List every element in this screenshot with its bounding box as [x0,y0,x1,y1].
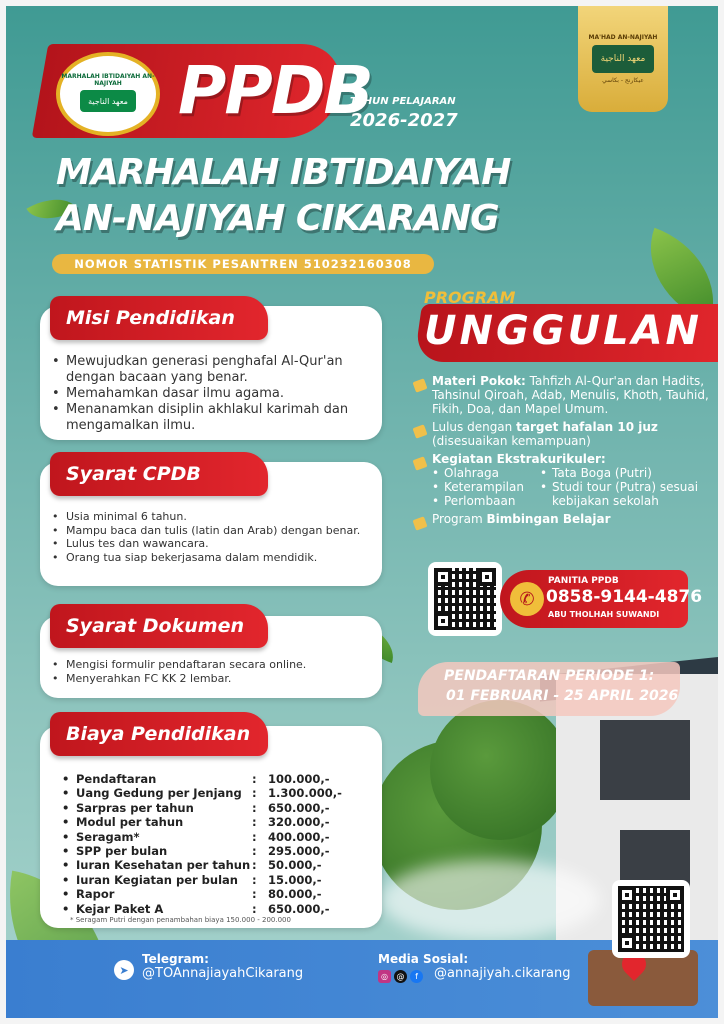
fee-value: 50.000,- [268,858,322,873]
fee-label: • Iuran Kegiatan per bulan [62,873,252,887]
periode-label: PENDAFTARAN PERIODE 1: [444,668,655,684]
location-qr-code[interactable] [612,880,690,958]
fee-colon: : [252,800,257,815]
fee-label: • Pendaftaran [62,772,252,786]
book-icon [412,378,427,392]
mist-decoration [380,860,600,940]
badge-top-text: MA'HAD AN-NAJIYAH [588,34,658,41]
bimbingan-bold: Bimbingan Belajar [486,512,611,526]
fee-value: 295.000,- [268,844,330,859]
list-item: • Memahamkan dasar ilmu agama. [52,386,374,402]
fee-colon: : [252,844,257,859]
registration-qr-code[interactable] [428,562,502,636]
school-logo [56,52,160,136]
nomor-statistik: NOMOR STATISTIK PESANTREN 510232160308 [52,254,434,274]
qr-eye [434,568,452,586]
fee-row [62,786,342,800]
list-item: • Olahraga [432,466,540,480]
list-item: • Perlombaan [432,494,540,508]
fee-note: * Seragam Putri dengan penambahan biaya 150.000 - 200.000 [70,916,291,924]
fee-value: 80.000,- [268,887,322,902]
tahun-pelajaran-label: TAHUN PELAJARAN [350,96,456,107]
fee-colon: : [252,887,257,902]
list-item: • Orang tua siap bekerjasama dalam mendidik. [52,551,382,565]
fee-colon: : [252,815,257,830]
fee-value: 15.000,- [268,872,322,887]
media-sosial-label: Media Sosial: [378,952,469,966]
list-item: • Lulus tes dan wawancara. [52,537,382,551]
phone-icon: ✆ [510,582,544,616]
periode-dates: 01 FEBRUARI - 25 APRIL 2026 [446,688,679,704]
qr-eye [434,612,452,630]
qr-eye [618,934,636,952]
fee-label: • Iuran Kesehatan per tahun [62,858,252,872]
telegram-label: Telegram: [142,952,209,966]
tree-image [430,700,570,840]
biaya-card [40,726,382,928]
fee-value: 650.000,- [268,800,330,815]
fee-value: 1.300.000,- [268,786,342,801]
program-item-ekskul [412,452,712,508]
bimbingan-pre: Program [432,512,483,526]
fee-row [62,902,342,916]
list-item: • Studi tour (Putra) sesuai kebijakan sekolah [540,480,710,508]
ekskul-label: Kegiatan Ekstrakurikuler: [432,452,606,466]
building-window [600,720,690,800]
materi-text: Tahfizh Al-Qur'an dan Hadits, Tahsinul Qiroah, Adab, Menulis, Khoth, Tauhid, Fikih, Doa, dan Mapel Umum. [432,374,709,416]
program-item-lulus [412,420,712,448]
fee-value: 320.000,- [268,815,330,830]
fee-label: • SPP per bulan [62,844,252,858]
dokumen-list [52,658,382,686]
program-label: PROGRAM [424,288,516,307]
threads-icon[interactable]: @ [394,970,407,983]
facebook-icon[interactable]: f [410,970,423,983]
fee-value: 400.000,- [268,829,330,844]
qr-eye [478,568,496,586]
fee-row [62,801,342,815]
materi-label: Materi Pokok: [432,374,526,388]
lulus-pre: Lulus dengan [432,420,513,434]
list-item: • Usia minimal 6 tahun. [52,510,382,524]
school-title-line1: MARHALAH IBTIDAIYAH [56,152,511,193]
fee-label: • Sarpras per tahun [62,801,252,815]
qr-pattern [434,568,496,630]
badge-bottom-text: عيكارنج - بكاسي [602,77,644,84]
instagram-icon[interactable]: ◎ [378,970,391,983]
fee-row [62,858,342,872]
fee-row [62,830,342,844]
misi-list [52,354,374,434]
telegram-handle[interactable]: @TOAnnajiayahCikarang [142,966,304,981]
social-icons [378,970,423,983]
school-title-line2: AN-NAJIYAH CIKARANG [56,198,499,239]
book-icon [412,516,427,530]
logo-arc-text: MARHALAH IBTIDAIYAH AN-NAJIYAH [61,73,155,87]
misi-title: Misi Pendidikan [50,296,268,340]
program-item-bimbingan [412,512,712,526]
list-item: • Menyerahkan FC KK 2 lembar. [52,672,382,686]
book-icon [412,456,427,470]
list-item: • Tata Boga (Putri) [540,466,710,480]
qr-pattern [618,886,684,952]
list-item: • Mampu baca dan tulis (latin dan Arab) dengan benar. [52,524,382,538]
panitia-phone[interactable]: 0858-9144-4876 [546,587,703,607]
fee-label: • Rapor [62,887,252,901]
fee-row [62,887,342,901]
biaya-title: Biaya Pendidikan [50,712,268,756]
fee-value: 650.000,- [268,901,330,916]
program-item-materi [412,374,712,416]
book-icon [412,424,427,438]
fee-colon: : [252,829,257,844]
list-item: • Mengisi formulir pendaftaran secara online. [52,658,382,672]
fee-table [62,772,342,916]
panitia-title: PANITIA PPDB [548,576,619,586]
fee-colon: : [252,858,257,873]
tahun-pelajaran-value: 2026-2027 [350,110,458,131]
list-item: • Menanamkan disiplin akhlakul karimah dan mengamalkan ilmu. [52,402,374,434]
fee-label: • Seragam* [62,830,252,844]
fee-colon: : [252,786,257,801]
fee-label: • Uang Gedung per Jenjang [62,786,252,800]
fee-row [62,772,342,786]
fee-row [62,844,342,858]
fee-row [62,873,342,887]
fee-colon: : [252,901,257,916]
lulus-target: target hafalan 10 juz [516,420,658,434]
ekskul-col2 [540,466,710,508]
fee-label: • Modul per tahun [62,815,252,829]
syarat-title: Syarat CPDB [50,452,268,496]
list-item: • Mewujudkan generasi penghafal Al-Qur'an dengan bacaan yang benar. [52,354,374,386]
ekskul-columns [432,466,712,508]
fee-colon: : [252,872,257,887]
logo-arabic-text: معهد الناجية [80,90,136,112]
ppdb-heading: PPDB [178,52,372,129]
qr-eye [618,886,636,904]
media-handle[interactable]: @annajiyah.cikarang [434,966,571,981]
panitia-name: ABU THOLHAH SUWANDI [548,610,660,619]
ekskul-col1 [432,466,540,508]
fee-row [62,815,342,829]
syarat-list [52,510,382,564]
institution-badge [578,6,668,112]
dokumen-title: Syarat Dokumen [50,604,268,648]
qr-eye [666,886,684,904]
fee-colon: : [252,772,257,786]
fee-label: • Kejar Paket A [62,902,252,916]
telegram-icon: ➤ [114,960,134,980]
badge-arabic-text: معهد الناجية [592,45,654,73]
unggulan-heading: UNGGULAN [424,308,703,354]
list-item: • Keterampilan [432,480,540,494]
lulus-post: (disesuaikan kemampuan) [432,434,591,448]
fee-value: 100.000,- [268,772,330,786]
program-list [412,374,712,530]
